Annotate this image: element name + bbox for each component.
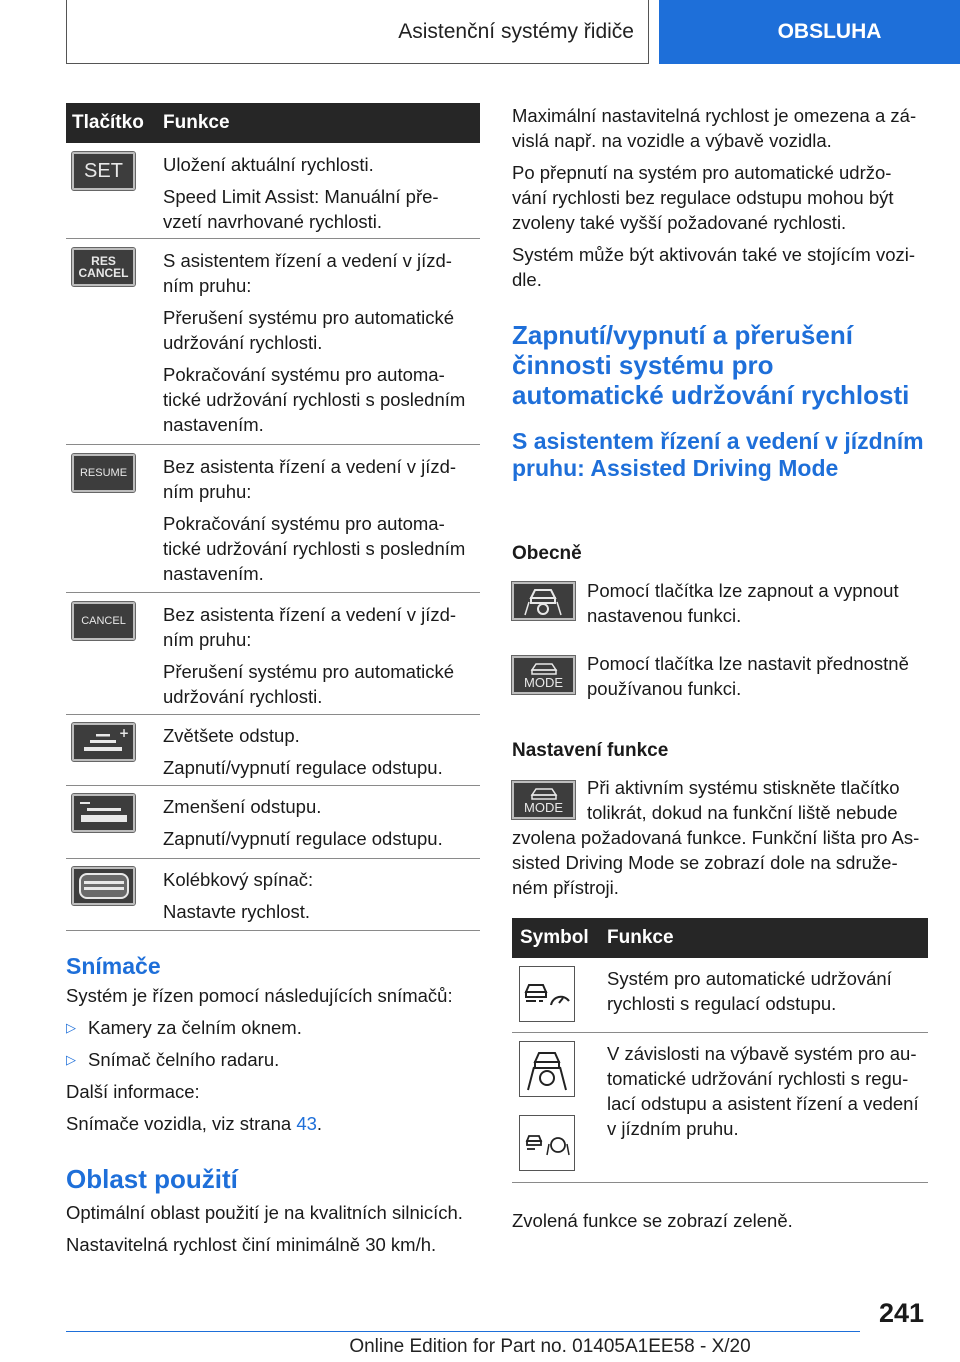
section-tab[interactable] bbox=[659, 0, 960, 64]
col-header-function: Funkce bbox=[163, 112, 230, 133]
cruise-distance-icon bbox=[519, 966, 575, 1022]
list-item: ▷ Kamery za čelním oknem. bbox=[66, 1017, 302, 1038]
general-text-1: Pomocí tlačítka lze zapnout a vypnout nastavenou funkci. bbox=[587, 580, 899, 626]
table-row bbox=[512, 1033, 928, 1183]
function-text: Zvětšete odstup. bbox=[163, 725, 300, 746]
edition-text: Online Edition for Part no. 01405A1EE58 - X/20 bbox=[349, 1336, 751, 1357]
rocker-switch-icon bbox=[72, 867, 135, 905]
right-intro bbox=[512, 103, 926, 292]
onoff-heading: Zapnutí/vypnutí a přerušení činnosti systému pro automatické udržování rychlosti bbox=[512, 320, 910, 410]
function-text: Bez asistenta řízení a vedení v jízd-ním pruhu: bbox=[163, 604, 457, 650]
function-text: Zmenšení odstupu. bbox=[163, 796, 322, 817]
page-number: 241 bbox=[878, 1298, 924, 1328]
function-text: Kolébkový spínač: bbox=[163, 869, 314, 890]
res-cancel-button-icon: RES CANCEL bbox=[72, 248, 135, 286]
sensors-intro: Systém je řízen pomocí následujících snímačů: bbox=[66, 985, 453, 1006]
section-tab-label: OBSLUHA bbox=[777, 20, 882, 43]
function-text: Zapnutí/vypnutí regulace odstupu. bbox=[163, 757, 443, 778]
driving-assistant-icon bbox=[519, 1041, 575, 1097]
general-label: Obecně bbox=[512, 543, 582, 564]
bullet-triangle-icon: ▷ bbox=[66, 1020, 76, 1035]
function-text: Pokračování systému pro automa-tické udržování rychlosti s posledním nastavením. bbox=[163, 513, 466, 584]
resume-button-icon: RESUME bbox=[72, 454, 135, 492]
setting-label: Nastavení funkce bbox=[512, 740, 669, 761]
onoff-section bbox=[512, 320, 928, 482]
setting-text: Při aktivním systému stiskněte tlačítko tolikrát, dokud na funkční liště nebude zvolena požadovaná funkce. Funkční lišta pro As-sisted Driving Mode se zobrazí dole na sdruže-ném přístroji. bbox=[512, 777, 920, 898]
distance-increase-icon bbox=[72, 723, 135, 761]
chapter-title: Asistenční systémy řidiče bbox=[398, 19, 634, 43]
table-row bbox=[66, 859, 480, 931]
symbol-function-table bbox=[512, 918, 928, 1183]
general-text-2: Pomocí tlačítka lze nastavit přednostně používanou funkci. bbox=[587, 653, 909, 699]
function-text: V závislosti na výbavě systém pro au-tomatické udržování rychlosti s regu-lací odstupu a asistent řízení a vedení v jízdním pruhu. bbox=[607, 1043, 919, 1139]
function-text: S asistentem řízení a vedení v jízd-ním pruhu: bbox=[163, 250, 452, 296]
table-row bbox=[66, 715, 480, 786]
cross-reference: Snímače vozidla, viz strana 43. bbox=[66, 1113, 323, 1134]
table-header bbox=[66, 103, 480, 143]
cancel-button-icon: CANCEL bbox=[72, 602, 135, 640]
col-header-function: Funkce bbox=[607, 927, 674, 948]
paragraph: Systém může být aktivován také ve stojícím vozi-dle. bbox=[512, 244, 916, 290]
table-header bbox=[512, 918, 928, 958]
col-header-button: Tlačítko bbox=[72, 112, 144, 133]
symbol-footnote: Zvolená funkce se zobrazí zeleně. bbox=[512, 1210, 793, 1231]
cruise-lane-assist-icon bbox=[519, 1115, 575, 1171]
svg-text:+: + bbox=[118, 726, 129, 740]
table-row bbox=[66, 239, 480, 445]
button-function-table bbox=[66, 103, 480, 931]
usage-text-1: Optimální oblast použití je na kvalitních silnicích. bbox=[66, 1202, 463, 1223]
list-item: ▷ Snímač čelního radaru. bbox=[66, 1049, 280, 1070]
onoff-subheading: S asistentem řízení a vedení v jízdním pruhu: Assisted Driving Mode bbox=[512, 428, 924, 481]
assist-button-icon bbox=[512, 582, 575, 620]
bullet-triangle-icon: ▷ bbox=[66, 1052, 76, 1067]
table-row bbox=[512, 958, 928, 1033]
col-header-symbol: Symbol bbox=[520, 927, 589, 948]
table-row bbox=[66, 143, 480, 239]
set-button-icon: SET bbox=[72, 152, 135, 190]
mode-button-icon: MODE bbox=[512, 781, 575, 819]
function-text: Zapnutí/vypnutí regulace odstupu. bbox=[163, 828, 443, 849]
function-text: Uložení aktuální rychlosti. bbox=[163, 154, 374, 175]
usage-heading: Oblast použití bbox=[66, 1164, 238, 1194]
distance-decrease-icon bbox=[72, 794, 135, 832]
function-text: Pokračování systému pro automa-tické udržování rychlosti s posledním nastavením. bbox=[163, 364, 466, 435]
sensors-section bbox=[66, 953, 476, 1136]
function-text: Přerušení systému pro automatické udržování rychlosti. bbox=[163, 661, 454, 707]
page-link[interactable]: 43 bbox=[296, 1113, 317, 1134]
sensors-heading: Snímače bbox=[66, 953, 161, 979]
footer-divider bbox=[66, 1331, 860, 1332]
function-text: Systém pro automatické udržování rychlosti s regulací odstupu. bbox=[607, 968, 892, 1014]
more-info-label: Další informace: bbox=[66, 1081, 200, 1102]
usage-section bbox=[66, 1164, 476, 1257]
chapter-title-box bbox=[66, 0, 649, 64]
table-row bbox=[66, 445, 480, 593]
function-text: Nastavte rychlost. bbox=[163, 901, 311, 922]
function-text: Bez asistenta řízení a vedení v jízd-ním pruhu: bbox=[163, 456, 457, 502]
table-row bbox=[66, 593, 480, 715]
mode-button-icon: MODE bbox=[512, 656, 575, 694]
paragraph: Maximální nastavitelná rychlost je omezena a zá-vislá např. na vozidle a výbavě vozidla. bbox=[512, 105, 917, 151]
function-text: Speed Limit Assist: Manuální pře-vzetí navrhované rychlosti. bbox=[163, 186, 439, 232]
usage-text-2: Nastavitelná rychlost činí minimálně 30 km/h. bbox=[66, 1234, 437, 1255]
paragraph: Po přepnutí na systém pro automatické udržo-vání rychlosti bez regulace odstupu mohou být zvoleny také vyšší požadované rychlosti. bbox=[512, 162, 894, 233]
table-row bbox=[66, 786, 480, 859]
function-text: Přerušení systému pro automatické udržování rychlosti. bbox=[163, 307, 454, 353]
